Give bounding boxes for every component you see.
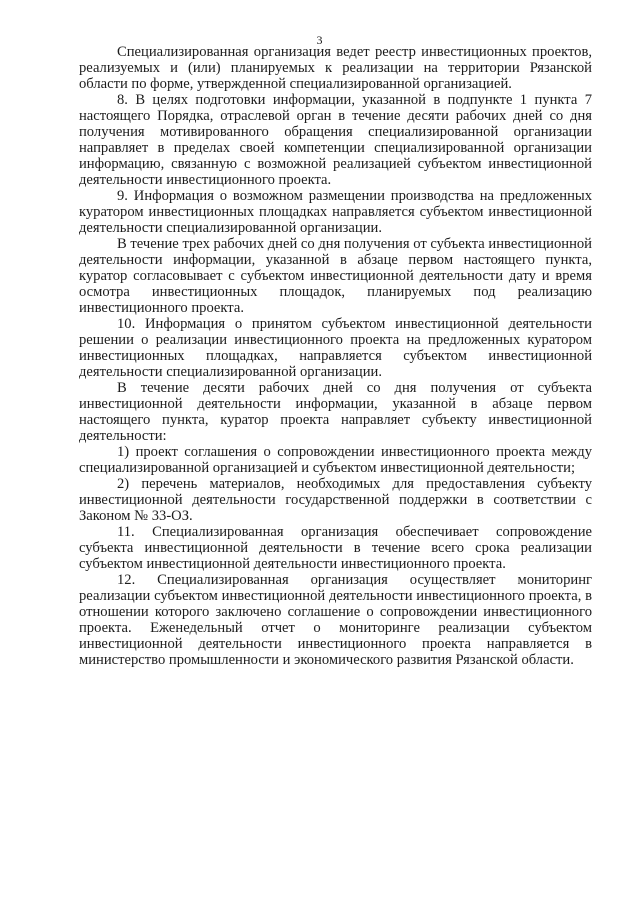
list-item-1: 1) проект соглашения о сопровождении инвестиционного проекта между специализированной организацией и субъектом инвестиционной деятельности; (79, 444, 592, 476)
paragraph-10-deadline: В течение десяти рабочих дней со дня получения от субъекта инвестиционной деятельности информации, указанной в абзаце первом настоящего пункта, куратор проекта направляет субъекту инвестиционной деятельности: (79, 380, 592, 444)
paragraph-9-deadline: В течение трех рабочих дней со дня получения от субъекта инвестиционной деятельности информации, указанной в абзаце первом настоящего пункта, куратор согласовывает с субъектом инвестиционной деятельности дату и время осмотра инвестиционных площадок, планируемых под реализацию инвестиционного проекта. (79, 236, 592, 316)
list-item-2: 2) перечень материалов, необходимых для предоставления субъекту инвестиционной деятельности государственной поддержки в соответствии с Законом № 33-ОЗ. (79, 476, 592, 524)
paragraph-9: 9. Информация о возможном размещении производства на предложенных куратором инвестиционных площадках направляется субъектом инвестиционной деятельности специализированной организации. (79, 188, 592, 236)
page-number: 3 (316, 33, 323, 47)
paragraph-11: 11. Специализированная организация обеспечивает сопровождение субъекта инвестиционной деятельности в течение всего срока реализации субъектом инвестиционной деятельности инвестиционного проекта. (79, 524, 592, 572)
paragraph-8: 8. В целях подготовки информации, указанной в подпункте 1 пункта 7 настоящего Порядка, отраслевой орган в течение десяти рабочих дней со дня получения мотивированного обращения специализированной организации направляет в пределах своей компетенции специализированной организации информацию, связанную с возможной реализацией субъектом инвестиционной деятельности инвестиционного проекта. (79, 92, 592, 188)
paragraph-10: 10. Информация о принятом субъектом инвестиционной деятельности решении о реализации инвестиционного проекта на предложенных куратором инвестиционных площадках, направляется субъектом инвестиционной деятельности специализированной организации. (79, 316, 592, 380)
document-body (79, 44, 592, 668)
paragraph-registry: Специализированная организация ведет реестр инвестиционных проектов, реализуемых и (или) планируемых к реализации на территории Рязанской области по форме, утвержденной специализированной организацией. (79, 44, 592, 92)
paragraph-12: 12. Специализированная организация осуществляет мониторинг реализации субъектом инвестиционной деятельности инвестиционного проекта, в отношении которого заключено соглашение о сопровождении инвестиционного проекта. Еженедельный отчет о мониторинге реализации субъектом инвестиционной деятельности инвестиционного проекта направляется в министерство промышленности и экономического развития Рязанской области. (79, 572, 592, 668)
